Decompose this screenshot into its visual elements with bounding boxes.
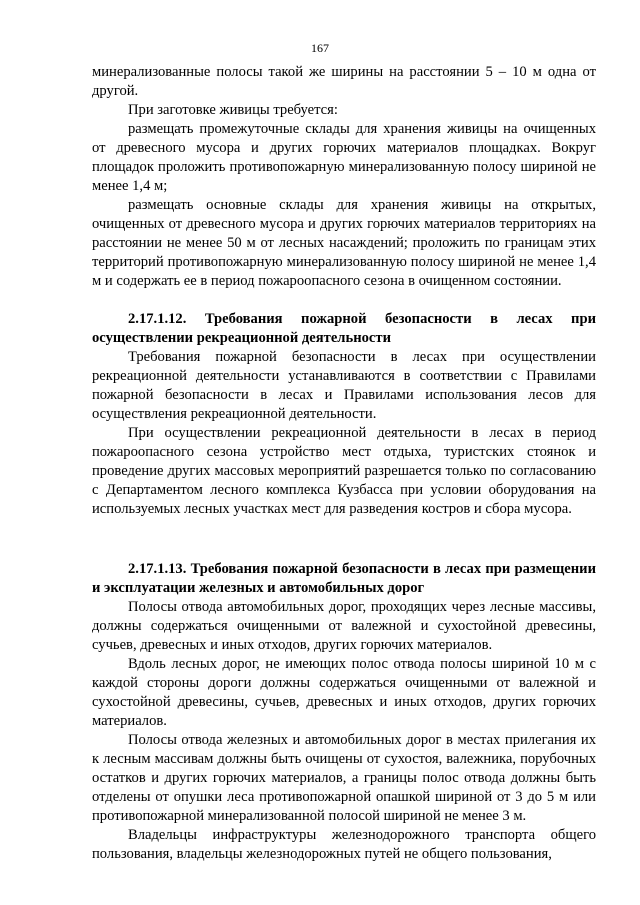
paragraph-forest-roads: Вдоль лесных дорог, не имеющих полос отвода полосы шириной 10 м с каждой стороны дороги должны содержаться очищенными от валежной и сухостойной древесины, сучьев, древесных и иных отходов, других горючих материалов. [92,656,596,729]
paragraph-recreation-season: При осуществлении рекреационной деятельности в лесах в период пожароопасного сезона устройство мест отдыха, туристских стоянок и проведение других массовых мероприятий разрешается только по согласованию с Департаментом лесного комплекса Кузбасса при условии оборудования на используемых лесных участках мест для разведения костров и сбора мусора. [92,425,596,517]
section-heading-2-17-1-13: 2.17.1.13. Требования пожарной безопасности в лесах при размещении и эксплуатации железных и автомобильных дорог [92,561,596,596]
paragraph-recreation-requirements: Требования пожарной безопасности в лесах при осуществлении рекреационной деятельности устанавливаются в соответствии с Правилами пожарной безопасности в лесах и Правилами использования лесов для осуществления рекреационной деятельности. [92,349,596,422]
document-body [92,63,596,864]
paragraph-rail-road-strips: Полосы отвода железных и автомобильных дорог в местах прилегания их к лесным массивам должны быть очищены от сухостоя, валежника, порубочных остатков и других горючих материалов, а границы полос отвода должны быть отделены от опушки леса противопожарной опашкой шириной от 3 до 5 м или противопожарной минерализованной полосой шириной не менее 3 м. [92,732,596,824]
section-heading-2-17-1-12: 2.17.1.12. Требования пожарной безопасности в лесах при осуществлении рекреационной деятельности [92,311,596,346]
paragraph-railway-owners: Владельцы инфраструктуры железнодорожного транспорта общего пользования, владельцы железнодорожных путей не общего пользования, [92,827,596,862]
paragraph-intermediate-warehouses: размещать промежуточные склады для хранения живицы на очищенных от древесного мусора и других горючих материалов площадках. Вокруг площадок проложить противопожарную минерализованную полосу шириной не менее 1,4 м; [92,121,596,194]
paragraph-resin-intro: При заготовке живицы требуется: [128,102,338,118]
paragraph-main-warehouses: размещать основные склады для хранения живицы на открытых, очищенных от древесного мусора и других горючих материалов территориях на расстоянии не менее 50 м от лесных насаждений; проложить по границам этих территорий противопожарную минерализованную полосу шириной не менее 1,4 м и содержать ее в период пожароопасного сезона в очищенном состоянии. [92,197,596,289]
paragraph-continuation: минерализованные полосы такой же ширины на расстоянии 5 – 10 м одна от другой. [92,64,596,99]
paragraph-road-strips: Полосы отвода автомобильных дорог, проходящих через лесные массивы, должны содержаться очищенными от валежной и сухостойной древесины, сучьев, древесных и иных отходов, других горючих материалов. [92,599,596,653]
page-number: 167 [311,41,329,55]
